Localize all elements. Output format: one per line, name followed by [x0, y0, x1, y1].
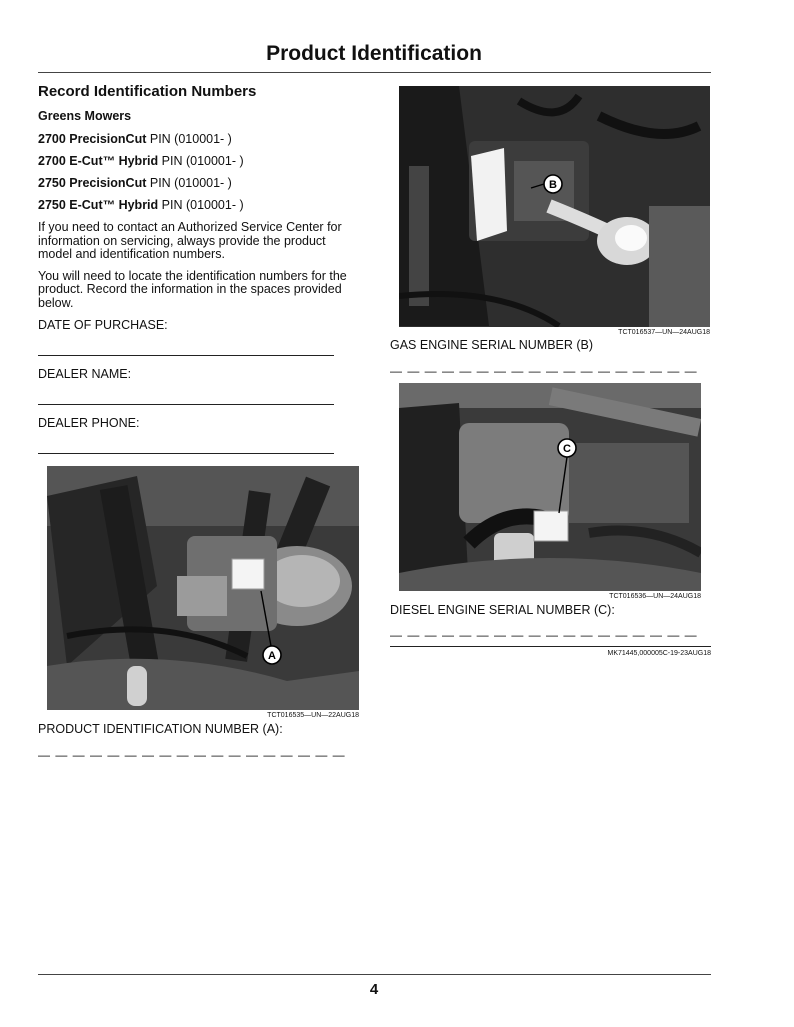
header-rule — [38, 72, 711, 73]
model-pin: PIN (010001- ) — [158, 154, 244, 168]
locate-paragraph: You will need to locate the identification numbers for the product. Record the information in the spaces provided below. — [38, 268, 347, 310]
section-heading: Record Identification Numbers — [38, 83, 257, 100]
gas-engine-serial-label: GAS ENGINE SERIAL NUMBER (B) — [390, 338, 594, 352]
diesel-engine-illustration — [399, 383, 701, 591]
photo-a-caption: TCT016535—UN—22AUG18 — [267, 712, 359, 719]
product-subheading: Greens Mowers — [38, 109, 132, 123]
model-line — [38, 197, 363, 213]
photo-c-caption: TCT016536—UN—24AUG18 — [609, 593, 701, 600]
dealer-name-label: DEALER NAME: — [38, 367, 132, 381]
model-name: 2700 PrecisionCut — [38, 132, 147, 146]
photo-b-caption: TCT016537—UN—24AUG18 — [618, 329, 710, 336]
diesel-engine-serial-label: DIESEL ENGINE SERIAL NUMBER (C): — [390, 603, 615, 617]
model-line — [38, 175, 363, 191]
section-end-rule — [390, 646, 711, 647]
left-column — [38, 82, 363, 762]
dealer-phone-line[interactable] — [38, 453, 334, 454]
footer-rule — [38, 974, 711, 975]
pin-label: PRODUCT IDENTIFICATION NUMBER (A): — [38, 722, 283, 736]
model-name: 2750 PrecisionCut — [38, 176, 147, 190]
page-title: Product Identification — [266, 42, 482, 65]
model-pin: PIN (010001- ) — [146, 132, 232, 146]
model-name: 2700 E-Cut™ Hybrid — [38, 154, 159, 168]
date-of-purchase-line[interactable] — [38, 355, 334, 356]
callout-b-label: B — [549, 179, 557, 191]
callout-a-label: A — [268, 650, 276, 662]
page-number: 4 — [369, 981, 379, 998]
document-reference: MK71445,000005C-19-23AUG18 — [607, 650, 711, 657]
pin-fill-line[interactable]: — — — — — — — — — — — — — — — — — — — [38, 748, 346, 762]
model-line — [38, 131, 363, 147]
service-paragraph: If you need to contact an Authorized Service Center for information on servicing, always provide the product model and identification numbers. — [38, 220, 342, 261]
right-column — [390, 86, 711, 658]
photo-gas-engine — [399, 86, 710, 327]
callout-c-label: C — [563, 443, 571, 455]
model-name: 2750 E-Cut™ Hybrid — [38, 198, 159, 212]
dealer-name-line[interactable] — [38, 404, 334, 405]
photo-pin-location — [47, 466, 359, 710]
date-of-purchase-label: DATE OF PURCHASE: — [38, 318, 168, 332]
model-pin: PIN (010001- ) — [146, 176, 232, 190]
dealer-phone-label: DEALER PHONE: — [38, 416, 140, 430]
diesel-serial-fill-line[interactable]: — — — — — — — — — — — — — — — — — — — [390, 628, 698, 642]
model-line — [38, 153, 363, 169]
gas-engine-illustration — [399, 86, 710, 327]
model-pin: PIN (010001- ) — [158, 198, 244, 212]
mower-frame-illustration — [47, 466, 359, 710]
photo-diesel-engine — [399, 383, 701, 591]
gas-serial-fill-line[interactable]: — — — — — — — — — — — — — — — — — — — [390, 364, 698, 378]
